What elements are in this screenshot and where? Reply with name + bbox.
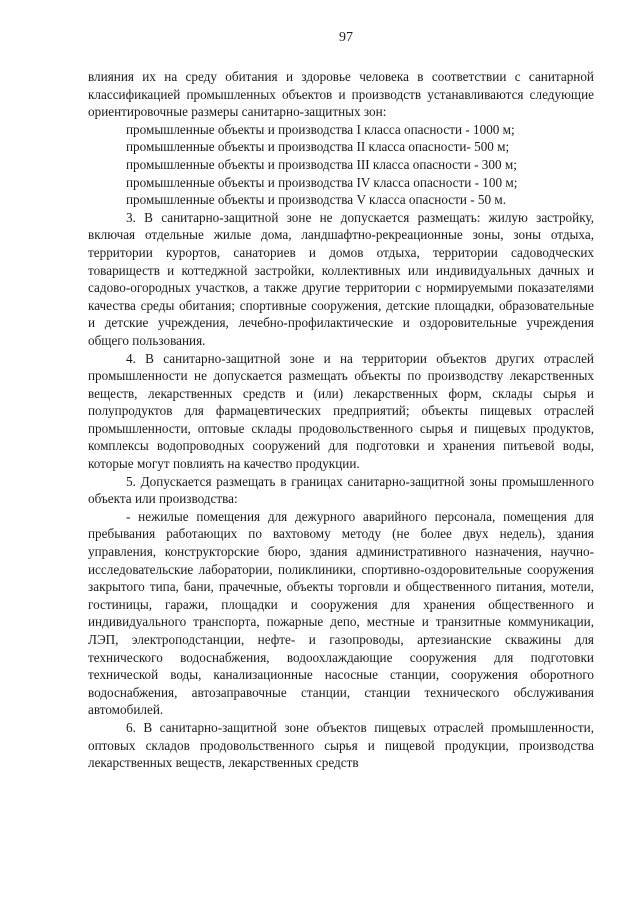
page-number: 97 [339,30,353,45]
list-item: промышленные объекты и производства II класса опасности- 500 м; [126,139,510,155]
paragraph-item-6: 6. В санитарно-защитной зоне объектов пищевых отраслей промышленности, оптовых складов продовольственного сырья и пищевой продукции, производства лекарственных веществ, лекарственных средств [88,719,594,771]
paragraph-item-5: 5. Допускается размещать в границах санитарно-защитной зоны промышленного объекта или производства: [88,473,594,507]
paragraph-item-4: 4. В санитарно-защитной зоне и на территории объектов других отраслей промышленности не допускается размещать объекты по производству лекарственных веществ, лекарственных средств и (или) лекарственных форм, склады сырья и полупродуктов для фармацевтических предприятий; объекты пищевых отраслей промышленности, оптовые склады продовольственного сырья и пищевых продуктов, комплексы водопроводных сооружений для подготовки и хранения питьевой воды, которые могут повлиять на качество продукции. [88,350,594,472]
list-item: промышленные объекты и производства V класса опасности - 50 м. [126,192,507,208]
paragraph-item-5-detail: - нежилые помещения для дежурного аварийного персонала, помещения для пребывания работающих по вахтовому методу (не более двух недель), здания управления, конструкторские бюро, здания административного назначения, научно-исследовательские лаборатории, поликлиники, спортивно-оздоровительные сооружения закрытого типа, бани, прачечные, объекты торговли и общественного питания, мотели, гостиницы, гаражи, площадки и сооружения для хранения общественного и индивидуального транспорта, пожарные депо, местные и транзитные коммуникации, ЛЭП, электроподстанции, нефте- и газопроводы, артезианские скважины для технического водоснабжения, водоохлаждающие сооружения для подготовки технической воды, канализационные насосные станции, сооружения оборотного водоснабжения, автозаправочные станции, станции технического обслуживания автомобилей. [88,508,594,718]
paragraph-item-3: 3. В санитарно-защитной зоне не допускается размещать: жилую застройку, включая отдельные жилые дома, ландшафтно-рекреационные зоны, зоны отдыха, территории курортов, санаториев и домов отдыха, территории садоводческих товариществ и коттеджной застройки, коллективных или индивидуальных дачных и садово-огородных участков, а также другие территории с нормируемыми показателями качества среды обитания; спортивные сооружения, детские площадки, образовательные и детские учреждения, лечебно-профилактические и оздоровительные учреждения общего пользования. [88,209,594,348]
intro-paragraph: влияния их на среду обитания и здоровье человека в соответствии с санитарной классификацией промышленных объектов и производств устанавливаются следующие ориентировочные размеры санитарно-защитных зон: [88,69,594,120]
list-item: промышленные объекты и производства IV класса опасности - 100 м; [126,174,518,190]
list-item: промышленные объекты и производства III класса опасности - 300 м; [126,156,517,172]
hazard-class-list [88,121,594,209]
list-item: промышленные объекты и производства I класса опасности - 1000 м; [126,121,515,137]
